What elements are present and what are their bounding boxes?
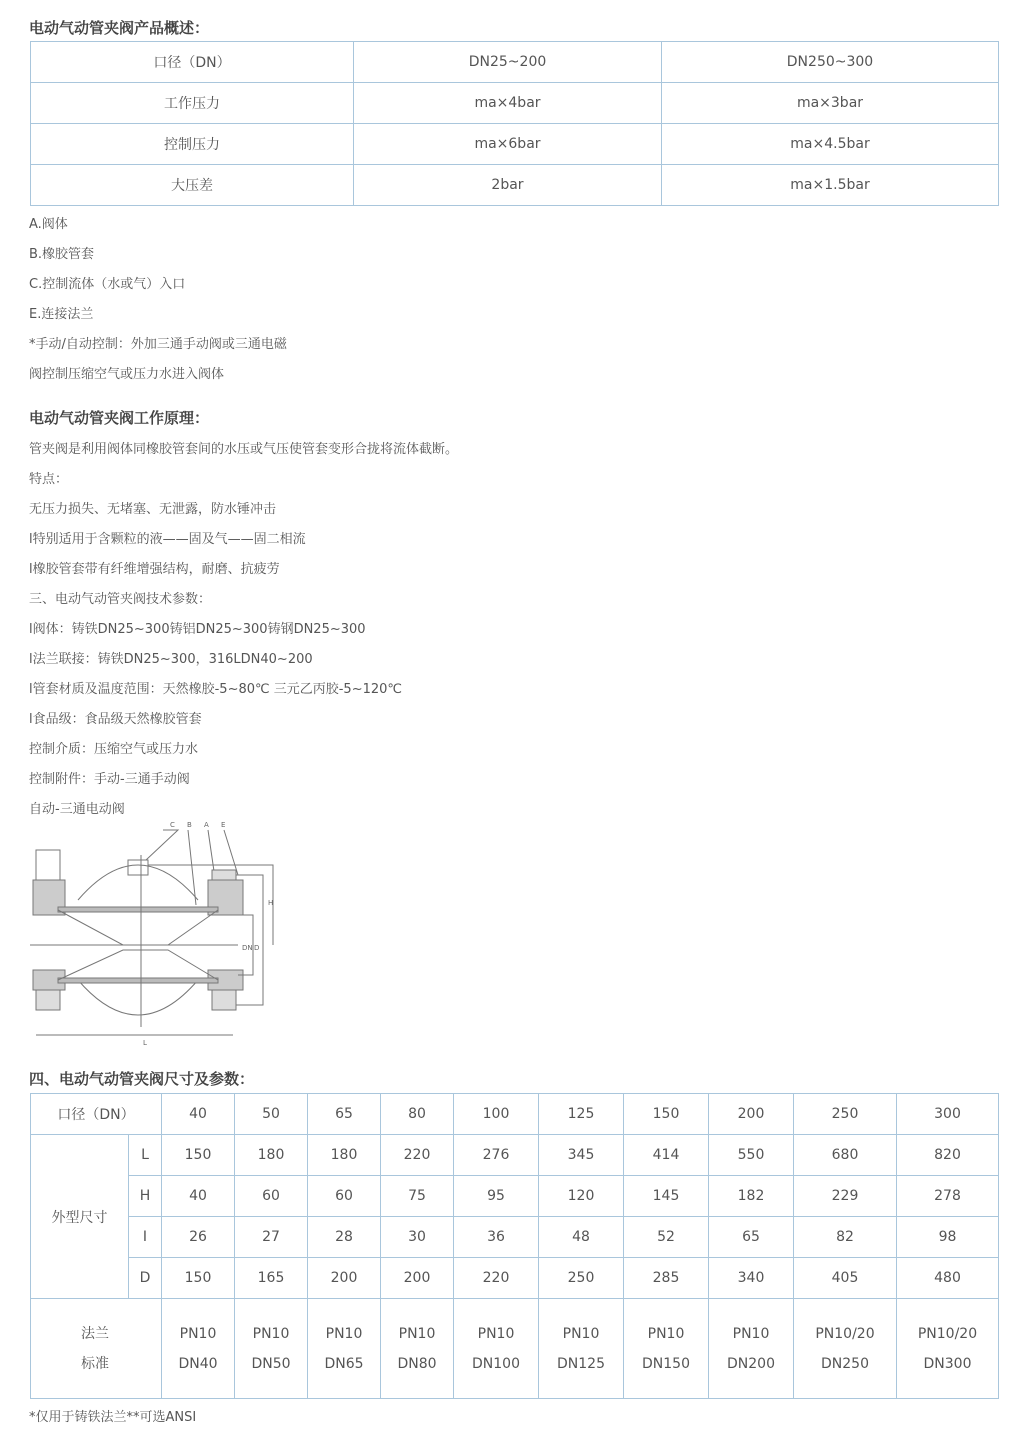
flange-label-line: 标准 bbox=[81, 1355, 109, 1372]
flange-pn: PN10 bbox=[732, 1325, 770, 1342]
dn-cell: 40 bbox=[162, 1094, 235, 1135]
table-cell: 145 bbox=[624, 1176, 709, 1217]
table-cell: 200 bbox=[308, 1258, 381, 1299]
flange-cell bbox=[624, 1299, 709, 1399]
flange-label-line: 法兰 bbox=[81, 1325, 109, 1342]
principle-line: l管套材质及温度范围：天然橡胶-5~80℃ 三元乙丙胶-5~120℃ bbox=[29, 682, 403, 697]
table-cell: 345 bbox=[539, 1135, 624, 1176]
table-cell: 82 bbox=[794, 1217, 897, 1258]
row-key: I bbox=[129, 1217, 162, 1258]
table-cell: 480 bbox=[897, 1258, 999, 1299]
table-row bbox=[31, 1176, 999, 1217]
flange-dn: DN100 bbox=[472, 1355, 520, 1372]
table-cell: 控制压力 bbox=[31, 124, 354, 165]
principle-line: 无压力损失、无堵塞、无泄露，防水锤冲击 bbox=[29, 502, 277, 517]
note-line: 阀控制压缩空气或压力水进入阀体 bbox=[29, 367, 225, 382]
flange-pn: PN10 bbox=[647, 1325, 685, 1342]
diagram-label-dn: DN bbox=[242, 944, 253, 952]
note-line: A.阀体 bbox=[29, 217, 68, 232]
dimensions-table bbox=[30, 1093, 999, 1399]
table-row bbox=[31, 42, 999, 83]
table-cell: 60 bbox=[235, 1176, 308, 1217]
diagram-label-d: D bbox=[254, 944, 260, 952]
table-cell: 278 bbox=[897, 1176, 999, 1217]
table-row bbox=[31, 165, 999, 206]
principle-line: 控制附件：手动-三通手动阀 bbox=[29, 772, 190, 787]
note-line: C.控制流体（水或气）入口 bbox=[29, 277, 186, 292]
table-cell: 680 bbox=[794, 1135, 897, 1176]
flange-pn: PN10/20 bbox=[815, 1325, 875, 1342]
table-cell: 150 bbox=[162, 1258, 235, 1299]
diagram-label-c: C bbox=[170, 821, 175, 829]
table-cell: 182 bbox=[709, 1176, 794, 1217]
row-key: H bbox=[129, 1176, 162, 1217]
flange-pn: PN10 bbox=[562, 1325, 600, 1342]
table-cell: 75 bbox=[381, 1176, 454, 1217]
table-cell: 大压差 bbox=[31, 165, 354, 206]
flange-dn: DN200 bbox=[727, 1355, 775, 1372]
flange-cell bbox=[308, 1299, 381, 1399]
row-key: L bbox=[129, 1135, 162, 1176]
flange-dn: DN125 bbox=[557, 1355, 605, 1372]
flange-dn: DN40 bbox=[178, 1355, 218, 1372]
table-cell: 550 bbox=[709, 1135, 794, 1176]
note-line: E.连接法兰 bbox=[29, 307, 94, 322]
flange-pn: PN10 bbox=[477, 1325, 515, 1342]
dimensions-footnote: *仅用于铸铁法兰**可选ANSI bbox=[29, 1410, 197, 1425]
table-cell: 340 bbox=[709, 1258, 794, 1299]
principle-line: l法兰联接：铸铁DN25~300，316LDN40~200 bbox=[29, 652, 313, 667]
flange-cell bbox=[235, 1299, 308, 1399]
flange-pn: PN10 bbox=[179, 1325, 217, 1342]
table-cell: 165 bbox=[235, 1258, 308, 1299]
flange-cell bbox=[539, 1299, 624, 1399]
table-cell: DN250~300 bbox=[662, 42, 999, 83]
principle-line: l阀体：铸铁DN25~300铸铝DN25~300铸钢DN25~300 bbox=[29, 622, 366, 637]
dn-cell: 50 bbox=[235, 1094, 308, 1135]
table-cell: 26 bbox=[162, 1217, 235, 1258]
table-cell: 220 bbox=[381, 1135, 454, 1176]
flange-cell bbox=[162, 1299, 235, 1399]
principle-line: l食品级：食品级天然橡胶管套 bbox=[29, 712, 202, 727]
overview-title: 电动气动管夹阀产品概述： bbox=[29, 19, 210, 37]
flange-dn: DN80 bbox=[397, 1355, 437, 1372]
table-row bbox=[31, 83, 999, 124]
table-row bbox=[31, 1258, 999, 1299]
table-cell: 180 bbox=[308, 1135, 381, 1176]
dimensions-title: 四、电动气动管夹阀尺寸及参数： bbox=[29, 1070, 255, 1088]
flange-cell bbox=[381, 1299, 454, 1399]
principle-line: 控制介质：压缩空气或压力水 bbox=[29, 742, 199, 757]
table-cell: 30 bbox=[381, 1217, 454, 1258]
table-cell: 28 bbox=[308, 1217, 381, 1258]
diagram-label-a: A bbox=[204, 821, 209, 829]
flange-dn: DN50 bbox=[251, 1355, 291, 1372]
flange-cell bbox=[454, 1299, 539, 1399]
note-line: *手动/自动控制：外加三通手动阀或三通电磁 bbox=[29, 337, 287, 352]
table-cell: 285 bbox=[624, 1258, 709, 1299]
flange-pn: PN10 bbox=[398, 1325, 436, 1342]
flange-cell bbox=[897, 1299, 999, 1399]
table-cell: 52 bbox=[624, 1217, 709, 1258]
principle-line: 自动-三通电动阀 bbox=[29, 802, 125, 817]
table-cell: 250 bbox=[539, 1258, 624, 1299]
table-cell: 229 bbox=[794, 1176, 897, 1217]
flange-pn: PN10/20 bbox=[917, 1325, 978, 1342]
table-cell: 405 bbox=[794, 1258, 897, 1299]
principle-line: l橡胶管套带有纤维增强结构，耐磨、抗疲劳 bbox=[29, 562, 280, 577]
dn-cell: 100 bbox=[454, 1094, 539, 1135]
diagram-label-l: L bbox=[143, 1039, 147, 1047]
table-cell: 95 bbox=[454, 1176, 539, 1217]
table-cell: 200 bbox=[381, 1258, 454, 1299]
group-label: 外型尺寸 bbox=[31, 1135, 129, 1299]
table-cell: 180 bbox=[235, 1135, 308, 1176]
flange-row bbox=[31, 1299, 999, 1399]
table-cell: DN25~200 bbox=[354, 42, 662, 83]
principle-title: 电动气动管夹阀工作原理： bbox=[29, 409, 210, 427]
diagram-label-b: B bbox=[187, 821, 192, 829]
dn-cell: 150 bbox=[624, 1094, 709, 1135]
header-row bbox=[31, 1094, 999, 1135]
dn-cell: 125 bbox=[539, 1094, 624, 1135]
principle-line: 管夹阀是利用阀体同橡胶管套间的水压或气压使管套变形合拢将流体截断。 bbox=[29, 442, 459, 457]
table-cell: 414 bbox=[624, 1135, 709, 1176]
row-key: D bbox=[129, 1258, 162, 1299]
flange-dn: DN65 bbox=[324, 1355, 364, 1372]
diagram-label-e: E bbox=[221, 821, 226, 829]
flange-pn: PN10 bbox=[252, 1325, 290, 1342]
dn-cell: 80 bbox=[381, 1094, 454, 1135]
flange-dn: DN300 bbox=[923, 1355, 972, 1372]
dn-cell: 65 bbox=[308, 1094, 381, 1135]
dn-cell: 300 bbox=[897, 1094, 999, 1135]
table-cell: 120 bbox=[539, 1176, 624, 1217]
diagram-label-h: H bbox=[268, 899, 274, 907]
principle-line: 特点： bbox=[29, 472, 69, 487]
table-cell: 276 bbox=[454, 1135, 539, 1176]
table-cell: 65 bbox=[709, 1217, 794, 1258]
principle-line: l特别适用于含颗粒的液——固及气——固二相流 bbox=[29, 532, 306, 547]
table-cell: ma×3bar bbox=[662, 83, 999, 124]
dn-cell: 200 bbox=[709, 1094, 794, 1135]
table-cell: 36 bbox=[454, 1217, 539, 1258]
flange-dn: DN150 bbox=[642, 1355, 690, 1372]
valve-diagram bbox=[28, 815, 278, 1050]
flange-dn: DN250 bbox=[821, 1355, 869, 1372]
table-cell: 27 bbox=[235, 1217, 308, 1258]
table-cell: 48 bbox=[539, 1217, 624, 1258]
table-cell: 220 bbox=[454, 1258, 539, 1299]
table-cell: 口径（DN） bbox=[31, 42, 354, 83]
table-cell: 60 bbox=[308, 1176, 381, 1217]
table-cell: 820 bbox=[897, 1135, 999, 1176]
overview-table bbox=[30, 41, 999, 206]
table-cell: ma×4bar bbox=[354, 83, 662, 124]
table-cell: 40 bbox=[162, 1176, 235, 1217]
table-row bbox=[31, 1217, 999, 1258]
table-cell: 98 bbox=[897, 1217, 999, 1258]
table-cell: 150 bbox=[162, 1135, 235, 1176]
table-cell: ma×6bar bbox=[354, 124, 662, 165]
flange-cell bbox=[709, 1299, 794, 1399]
flange-label bbox=[31, 1299, 162, 1399]
table-row bbox=[31, 124, 999, 165]
table-cell: ma×4.5bar bbox=[662, 124, 999, 165]
flange-pn: PN10 bbox=[325, 1325, 363, 1342]
principle-line: 三、电动气动管夹阀技术参数： bbox=[29, 592, 212, 607]
flange-cell bbox=[794, 1299, 897, 1399]
dn-header: 口径（DN） bbox=[31, 1094, 162, 1135]
table-cell: 2bar bbox=[354, 165, 662, 206]
table-cell: 工作压力 bbox=[31, 83, 354, 124]
table-row bbox=[31, 1135, 999, 1176]
note-line: B.橡胶管套 bbox=[29, 247, 95, 262]
table-cell: ma×1.5bar bbox=[662, 165, 999, 206]
dn-cell: 250 bbox=[794, 1094, 897, 1135]
